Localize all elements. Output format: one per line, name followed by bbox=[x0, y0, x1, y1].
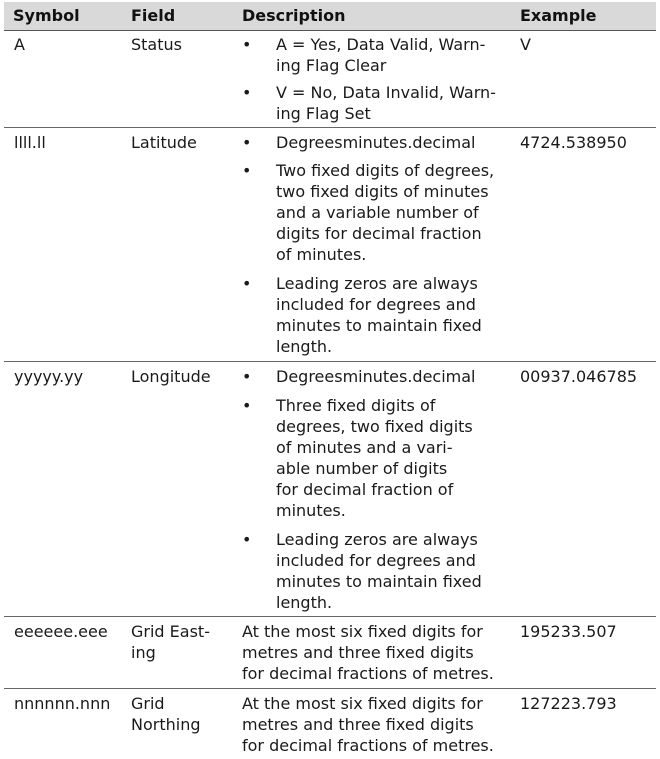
symbol-cell: yyyyy.yy bbox=[14, 367, 84, 386]
bullet-text: V = No, Data Invalid, Warn- ing Flag Set bbox=[276, 83, 496, 123]
example-cell: 127223.793 bbox=[520, 694, 617, 713]
field-cell: Grid East- ing bbox=[131, 622, 210, 662]
bullet-text: A = Yes, Data Valid, Warn- ing Flag Clear bbox=[276, 35, 486, 75]
example-cell: 4724.538950 bbox=[520, 133, 627, 152]
row-divider bbox=[4, 127, 656, 128]
bullet-text: Degreesminutes.decimal bbox=[276, 133, 476, 152]
description-cell: At the most six fixed digits for metres and three fixed digits for decimal fractions of metres. bbox=[242, 694, 494, 755]
bullet-text: Degreesminutes.decimal bbox=[276, 367, 476, 386]
bullet-icon: • bbox=[242, 133, 252, 152]
symbol-cell: llll.ll bbox=[14, 133, 46, 152]
example-cell: 00937.046785 bbox=[520, 367, 638, 386]
table-header bbox=[4, 2, 656, 31]
symbol-cell: A bbox=[14, 35, 25, 54]
header-symbol: Symbol bbox=[13, 6, 80, 25]
field-cell: Grid Northing bbox=[131, 694, 201, 734]
bullet-icon: • bbox=[242, 530, 252, 549]
field-cell: Latitude bbox=[131, 133, 197, 152]
row-divider bbox=[4, 688, 656, 689]
header-description: Description bbox=[242, 6, 346, 25]
bullet-text: Leading zeros are always included for degrees and minutes to maintain fixed length. bbox=[276, 274, 482, 356]
bullet-icon: • bbox=[242, 396, 252, 415]
bullet-icon: • bbox=[242, 35, 252, 54]
example-cell: 195233.507 bbox=[520, 622, 617, 641]
bullet-icon: • bbox=[242, 161, 252, 180]
bullet-icon: • bbox=[242, 367, 252, 386]
symbol-cell: eeeeee.eee bbox=[14, 622, 108, 641]
symbol-cell: nnnnnn.nnn bbox=[14, 694, 111, 713]
bullet-text: Three fixed digits of degrees, two fixed digits of minutes and a vari- able number of digits for decimal fraction of minutes. bbox=[276, 396, 473, 520]
field-cell: Longitude bbox=[131, 367, 211, 386]
row-divider bbox=[4, 616, 656, 617]
header-field: Field bbox=[131, 6, 176, 25]
row-divider bbox=[4, 361, 656, 362]
bullet-text: Leading zeros are always included for degrees and minutes to maintain fixed length. bbox=[276, 530, 482, 612]
bullet-text: Two fixed digits of degrees, two fixed digits of minutes and a variable number of digits for decimal fraction of minutes. bbox=[276, 161, 495, 264]
field-cell: Status bbox=[131, 35, 182, 54]
header-example: Example bbox=[520, 6, 597, 25]
example-cell: V bbox=[520, 35, 531, 54]
bullet-icon: • bbox=[242, 274, 252, 293]
bullet-icon: • bbox=[242, 83, 252, 102]
description-cell: At the most six fixed digits for metres and three fixed digits for decimal fractions of metres. bbox=[242, 622, 494, 683]
